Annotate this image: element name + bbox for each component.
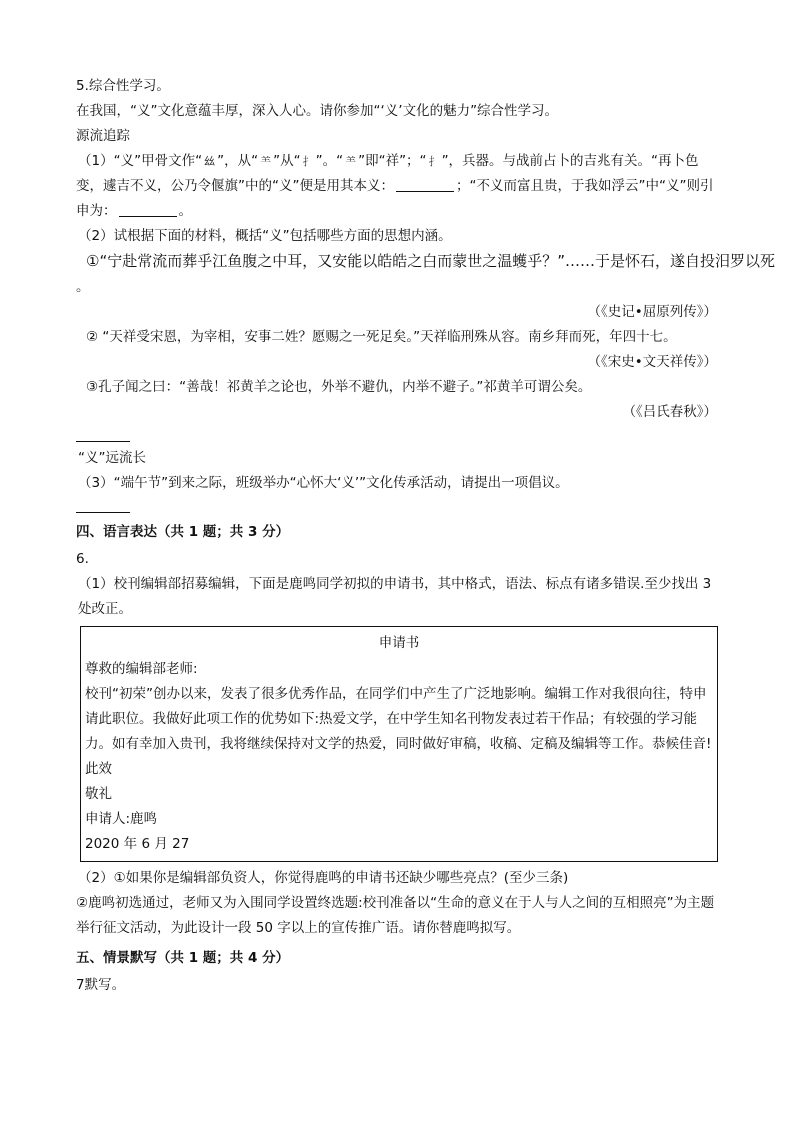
material-3: ③孔子闻之曰：“善哉！祁黄羊之论也，外举不避仇，内举不避子。”祁黄羊可谓公矣。 [86,379,592,395]
letter-closing-2: 敬礼 [85,786,112,802]
section-4-heading: 四、语言表达（共 1 题；共 3 分） [76,524,290,540]
material-2: ② “天祥受宋恩，为宰相，安事二姓？愿赐之一死足矣。”天祥临刑殊从容。南乡拜而死，年四十七。 [86,329,677,345]
question-6-number: 6. [76,551,89,567]
oracle-glyph-weapon-2: 扌 [428,155,440,168]
material-2-source: （《宋史•文天祥传》） [587,354,717,370]
material-3-source: （《吕氏春秋》） [622,404,717,420]
subsection-origin: 源流追踪 [76,128,130,144]
question-5-part-1: （1）“义”甲骨文作“ 𢆶 ”，从“ ⺷ ”从“ 扌 ”。“ ⺷ ”即“祥”；“ 扌 ”，兵器。与战前占卜的吉兆有关。“再卜色 [76,149,721,174]
oracle-glyph-sheep-2: ⺷ [345,155,357,168]
letter-closing-1: 此效 [85,761,112,777]
material-1-source: （《史记•屈原列传》） [587,304,717,320]
question-5-part-1-line-2: 变，遽吉不义，公乃令偃旗”中的“义”便是用其本义： ；“不义而富且贵，于我如浮云”中“义”则引 [76,178,714,194]
exam-page [76,74,775,998]
material-1: ①“宁赴常流而葬乎江鱼腹之中耳，又安能以皓皓之白而蒙世之温蠖乎？”……于是怀石，遂自投汨罗以死 [86,252,775,270]
letter-date: 2020 年 6 月 27 [85,836,190,852]
material-1-end: 。 [76,279,90,295]
answer-line-1[interactable] [76,431,130,442]
question-7: 7默写。 [76,977,126,993]
answer-blank-1[interactable] [396,178,454,192]
oracle-glyph-weapon: 扌 [302,155,314,168]
question-6-part-1: （1）校刊编辑部招募编辑，下面是鹿鸣同学初拟的申请书，其中格式，语法、标点有诸多错误.至少找出 3 处改正。 [78,576,712,617]
letter-body: 校刊“初荣”创办以来，发表了很多优秀作品，在同学们中产生了广泛地影响。编辑工作对我很向往，特申请此职位。我做好此项工作的优势如下:热爱文学，在中学生知名刊物发表过若干作品；有较强的学习能力。如有幸加入贵刊，我将继续保持对文学的热爱，同时做好审稿，收稿、定稿及编辑等工作。恭候佳音! [85,686,712,752]
answer-blank-2[interactable] [119,203,177,217]
question-5-part-2: （2）试根据下面的材料，概括“义”包括哪些方面的思想内涵。 [78,228,452,244]
section-5-heading: 五、情景默写（共 1 题；共 4 分） [76,950,290,966]
application-letter-box [80,626,718,862]
subsection-legacy: “义”远流长 [78,450,146,466]
oracle-glyph-yi: 𢆶 [204,155,216,168]
letter-salutation: 尊救的编辑部老师: [85,661,198,677]
answer-line-2[interactable] [76,502,130,513]
question-6-part-2: （2）①如果你是编辑部负资人，你觉得鹿鸣的申请书还缺少哪些亮点？(至少三条) [78,870,569,886]
question-5-intro: 在我国，“义”文化意蕴丰厚，深入人心。请你参加“‘义’文化的魅力”综合性学习。 [76,103,559,119]
question-5-heading: 5.综合性学习。 [76,78,170,94]
question-5-part-3: （3）“端午节”到来之际，班级举办“心怀大‘义’”文化传承活动，请提出一项倡议。 [78,475,569,491]
letter-title: 申请书 [378,635,420,651]
question-5-part-1-line-3: 申为： 。 [76,203,192,219]
oracle-glyph-sheep: ⺷ [260,155,272,168]
letter-signer: 申请人:鹿鸣 [85,811,158,827]
question-6-part-2-sub: ②鹿鸣初选通过，老师又为入围同学设置终选题:校刊准备以“生命的意义在于人与人之间的互相照亮”为主题举行征文活动，为此设计一段 50 字以上的宣传推广语。请你替鹿鸣拟写。 [76,895,715,936]
